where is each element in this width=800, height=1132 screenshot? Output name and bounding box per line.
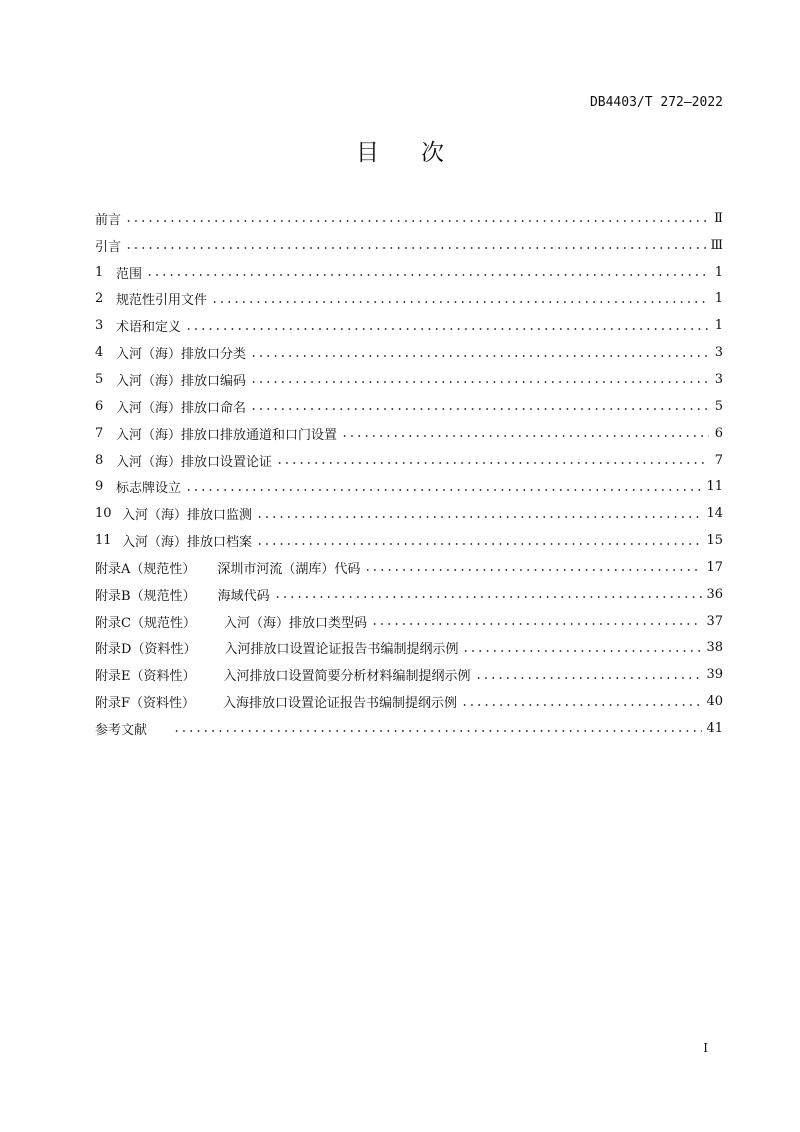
toc-leader-dots	[341, 435, 709, 437]
toc-annex-id: 附录B	[95, 588, 131, 604]
toc-leader-dots	[256, 516, 702, 518]
toc-entry-section-7[interactable]	[95, 420, 723, 447]
toc-annex-kind: （资料性）	[130, 669, 196, 685]
toc-entry-annex-c[interactable]	[95, 608, 723, 635]
toc-entry-number: 7	[95, 425, 104, 441]
toc-entry-number: 9	[95, 479, 104, 495]
toc-entry-annex-e[interactable]	[95, 661, 723, 688]
toc-entry-annex-a[interactable]	[95, 554, 723, 581]
toc-annex-kind: （规范性）	[130, 588, 196, 604]
toc-entry-annex-f[interactable]	[95, 688, 723, 715]
toc-entry-introduction[interactable]	[95, 232, 723, 259]
toc-entry-page: 38	[706, 640, 723, 656]
toc-entry-section-4[interactable]	[95, 339, 723, 366]
toc-annex-kind: （规范性）	[130, 615, 196, 631]
toc-entry-title: 入河（海）排放口监测	[122, 508, 253, 524]
toc-annex-kind: （资料性）	[130, 696, 196, 712]
toc-annex-kind: （资料性）	[131, 642, 197, 658]
toc-entry-annex-b[interactable]	[95, 581, 723, 608]
toc-leader-dots	[276, 462, 709, 464]
toc-entry-title: 入河（海）排放口类型码	[223, 615, 367, 631]
toc-entry-title: 入河排放口设置简要分析材料编制提纲示例	[223, 669, 471, 685]
toc-annex-id: 附录E	[95, 669, 131, 685]
toc-entry-page: 41	[706, 720, 723, 736]
toc-entry-page: 7	[714, 452, 723, 468]
toc-entry-title: 参考文献	[95, 722, 148, 738]
toc-entry-number: 6	[95, 398, 104, 414]
toc-entry-foreword[interactable]	[95, 205, 723, 232]
toc-entry-page: 40	[706, 694, 723, 710]
toc-entry-title: 入海排放口设置论证报告书编制提纲示例	[223, 696, 458, 712]
toc-entry-number: 10	[95, 506, 112, 522]
toc-entry-title: 入河（海）排放口排放通道和口门设置	[116, 427, 338, 443]
toc-annex-id: 附录A	[95, 561, 131, 577]
toc-entry-section-5[interactable]	[95, 366, 723, 393]
toc-entry-page: Ⅱ	[714, 210, 723, 226]
toc-entry-title: 范围	[116, 266, 143, 282]
toc-leader-dots	[250, 355, 709, 357]
toc-leader-dots	[256, 543, 702, 545]
toc-leader-dots	[125, 220, 709, 222]
table-of-contents	[95, 205, 723, 742]
toc-annex-kind: （规范性）	[130, 561, 196, 577]
toc-entry-annex-d[interactable]	[95, 635, 723, 662]
toc-leader-dots	[364, 569, 702, 571]
toc-entry-number: 11	[95, 533, 112, 549]
toc-entry-title: 深圳市河流（湖库）代码	[217, 561, 361, 577]
toc-entry-title: 海域代码	[217, 588, 270, 604]
toc-leader-dots	[274, 596, 703, 598]
toc-entry-page: 15	[706, 533, 723, 549]
toc-entry-title: 入河（海）排放口分类	[116, 347, 247, 363]
toc-entry-number: 5	[95, 371, 104, 387]
toc-entry-page: 39	[706, 667, 723, 683]
toc-entry-number: 4	[95, 345, 104, 361]
toc-entry-page: 11	[706, 479, 723, 495]
toc-entry-page: 3	[714, 345, 723, 361]
toc-entry-page: 17	[706, 559, 723, 575]
toc-leader-dots	[461, 704, 702, 706]
toc-entry-page: 6	[714, 425, 723, 441]
toc-entry-page: 37	[706, 613, 723, 629]
toc-entry-title: 入河（海）排放口命名	[116, 400, 247, 416]
toc-entry-title: 术语和定义	[116, 320, 182, 336]
toc-leader-dots	[250, 381, 709, 383]
footer-page-number: I	[703, 1041, 708, 1055]
toc-entry-title: 前言	[95, 212, 122, 228]
toc-leader-dots	[462, 650, 702, 652]
toc-entry-section-3[interactable]	[95, 312, 723, 339]
toc-entry-title: 入河（海）排放口档案	[122, 535, 253, 551]
toc-entry-number: 8	[95, 452, 104, 468]
toc-entry-page: 1	[714, 291, 723, 307]
toc-entry-section-6[interactable]	[95, 393, 723, 420]
toc-entry-page: 5	[714, 398, 723, 414]
toc-leader-dots	[211, 301, 709, 303]
toc-entry-number: 3	[95, 318, 104, 334]
toc-leader-dots	[125, 247, 706, 249]
toc-entry-page: Ⅲ	[710, 237, 723, 253]
toc-entry-page: 1	[714, 318, 723, 334]
toc-leader-dots	[146, 274, 709, 276]
toc-leader-dots	[475, 677, 703, 679]
toc-entry-page: 3	[714, 371, 723, 387]
toc-entry-page: 36	[706, 586, 723, 602]
toc-leader-dots	[250, 408, 709, 410]
toc-leader-dots	[185, 489, 702, 491]
toc-entry-section-1[interactable]	[95, 259, 723, 286]
toc-entry-section-9[interactable]	[95, 473, 723, 500]
page-title: 目次	[356, 140, 486, 166]
toc-entry-title: 入河排放口设置论证报告书编制提纲示例	[224, 642, 459, 658]
toc-annex-id: 附录F	[95, 696, 131, 712]
toc-annex-id: 附录D	[95, 642, 132, 658]
document-code: DB4403/T 272—2022	[589, 95, 723, 110]
toc-leader-dots	[173, 730, 702, 732]
toc-annex-id: 附录C	[95, 615, 131, 631]
toc-entry-section-8[interactable]	[95, 447, 723, 474]
toc-entry-references[interactable]	[95, 715, 723, 742]
toc-entry-title: 引言	[95, 239, 122, 255]
toc-entry-section-2[interactable]	[95, 286, 723, 313]
toc-entry-page: 1	[714, 264, 723, 280]
toc-leader-dots	[371, 623, 702, 625]
toc-entry-number: 2	[95, 291, 104, 307]
toc-entry-page: 14	[706, 506, 723, 522]
toc-entry-section-10[interactable]	[95, 500, 723, 527]
toc-entry-number: 1	[95, 264, 104, 280]
toc-entry-title: 入河（海）排放口编码	[116, 373, 247, 389]
toc-leader-dots	[185, 328, 709, 330]
toc-entry-title: 规范性引用文件	[116, 293, 208, 309]
toc-entry-title: 入河（海）排放口设置论证	[116, 454, 273, 470]
toc-entry-section-11[interactable]	[95, 527, 723, 554]
toc-entry-title: 标志牌设立	[116, 481, 182, 497]
